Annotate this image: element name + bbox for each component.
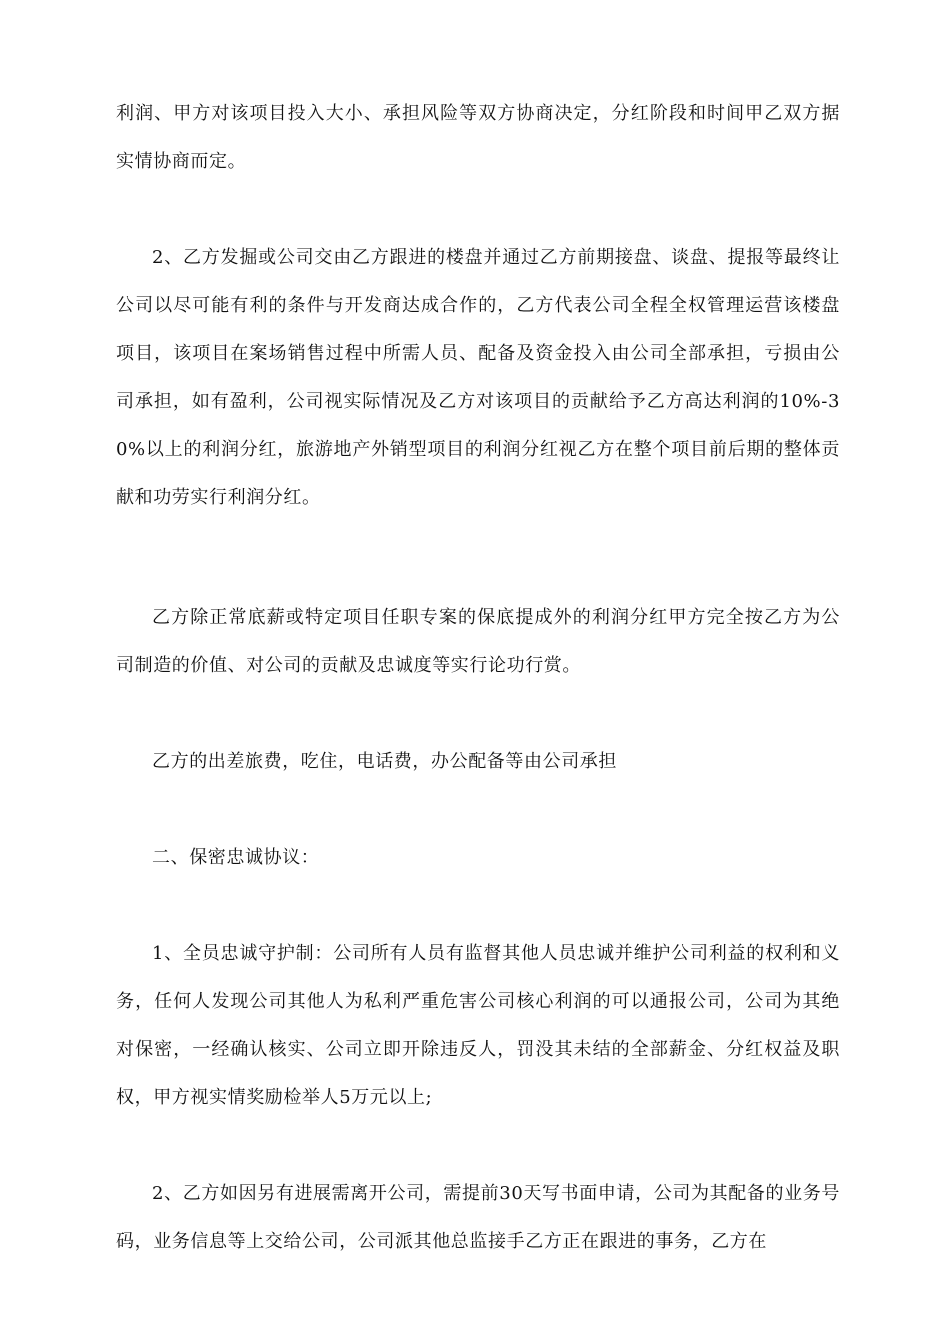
paragraph-merit-reward: 乙方除正常底薪或特定项目任职专案的保底提成外的利润分红甲方完全按乙方为公司制造的价值、对公司的贡献及忠诚度等实行论功行赏。 (116, 607, 840, 676)
paragraph-travel-expenses: 乙方的出差旅费，吃住，电话费，办公配备等由公司承担 (152, 751, 617, 772)
paragraph-clause-2-property-project: 2、乙方发掘或公司交由乙方跟进的楼盘并通过乙方前期接盘、谈盘、提报等最终让公司以尽可能有利的条件与开发商达成合作的，乙方代表公司全程全权管理运营该楼盘项目，该项目在案场销售过程中所需人员、配备及资金投入由公司全部承担，亏损由公司承担，如有盈利，公司视实际情况及乙方对该项目的贡献给予乙方高达利润的10%-30%以上的利润分红，旅游地产外销型项目的利润分红视乙方在整个项目前后期的整体贡献和功劳实行利润分红。 (116, 247, 840, 508)
paragraph-profit-sharing-continued: 利润、甲方对该项目投入大小、承担风险等双方协商决定，分红阶段和时间甲乙双方据实情协商而定。 (116, 103, 840, 172)
paragraph-resignation-clause-2: 2、乙方如因另有进展需离开公司，需提前30天写书面申请，公司为其配备的业务号码，业务信息等上交给公司，公司派其他总监接手乙方正在跟进的事务，乙方在 (116, 1183, 840, 1252)
section-heading-confidentiality: 二、保密忠诚协议： (152, 847, 320, 868)
paragraph-loyalty-clause-1: 1、全员忠诚守护制：公司所有人员有监督其他人员忠诚并维护公司利益的权利和义务，任何人发现公司其他人为私利严重危害公司核心利润的可以通报公司，公司为其绝对保密，一经确认核实、公司立即开除违反人，罚没其未结的全部薪金、分红权益及职权，甲方视实情奖励检举人5万元以上; (116, 943, 840, 1108)
